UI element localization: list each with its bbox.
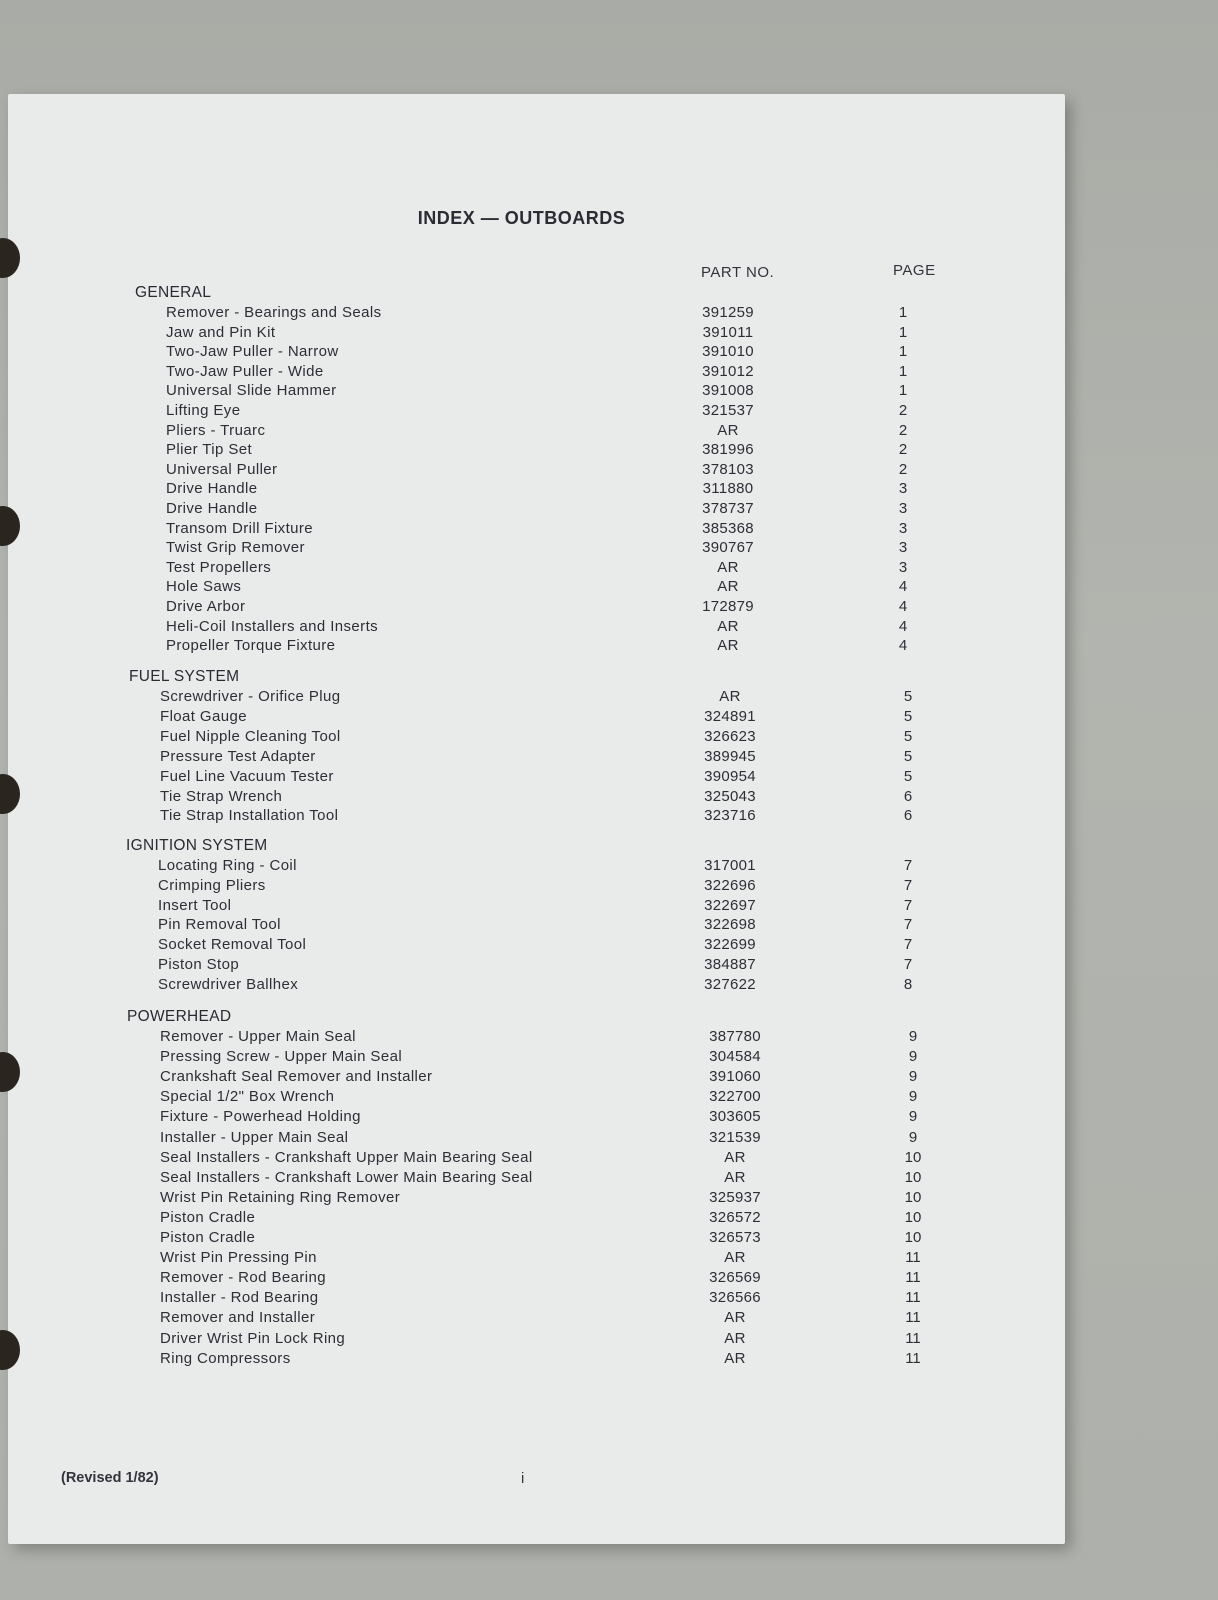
page-ref: 1 bbox=[898, 362, 908, 380]
page-ref: 2 bbox=[898, 441, 908, 459]
index-row bbox=[8, 748, 1065, 768]
page-header: PAGE bbox=[893, 262, 936, 279]
part-number: 391060 bbox=[709, 1068, 761, 1086]
page-ref: 4 bbox=[898, 617, 908, 635]
part-number: 172879 bbox=[702, 598, 754, 615]
part-number: 325043 bbox=[704, 787, 756, 805]
page-ref: 10 bbox=[904, 1148, 922, 1166]
part-number: 317001 bbox=[704, 857, 756, 874]
index-row bbox=[8, 539, 1065, 559]
page-ref: 7 bbox=[903, 956, 913, 973]
part-number: AR bbox=[724, 1249, 746, 1267]
index-row bbox=[8, 304, 1065, 324]
page-ref: 2 bbox=[898, 402, 908, 419]
page-ref: 11 bbox=[905, 1329, 921, 1347]
section-title: FUEL SYSTEM bbox=[129, 668, 240, 685]
index-row bbox=[8, 618, 1065, 638]
index-row bbox=[8, 559, 1065, 579]
page-ref: 2 bbox=[898, 421, 908, 439]
part-number: 378103 bbox=[702, 460, 754, 478]
tool-name: Hole Saws bbox=[166, 578, 242, 596]
tool-name: Remover - Rod Bearing bbox=[160, 1269, 326, 1287]
page-ref: 3 bbox=[898, 480, 908, 498]
part-number: AR bbox=[717, 578, 739, 596]
index-row bbox=[8, 461, 1065, 481]
index-row bbox=[8, 768, 1065, 788]
index-row bbox=[8, 1289, 1065, 1309]
part-number: 378737 bbox=[702, 500, 754, 517]
part-number: 325937 bbox=[709, 1188, 761, 1206]
page-ref: 7 bbox=[903, 916, 913, 934]
page-ref: 3 bbox=[898, 558, 908, 576]
page-ref: 7 bbox=[903, 876, 913, 894]
tool-name: Drive Handle bbox=[166, 480, 258, 498]
part-number: 391259 bbox=[702, 304, 754, 321]
page-ref: 11 bbox=[905, 1289, 921, 1307]
part-number: 321539 bbox=[709, 1128, 761, 1146]
tool-name: Piston Stop bbox=[158, 956, 240, 973]
page-ref: 10 bbox=[904, 1168, 922, 1186]
page-ref: 1 bbox=[898, 382, 908, 400]
index-row bbox=[8, 1249, 1065, 1269]
index-row bbox=[8, 1149, 1065, 1169]
tool-name: Installer - Upper Main Seal bbox=[160, 1128, 349, 1146]
part-number: 322699 bbox=[704, 936, 756, 954]
tool-name: Tie Strap Wrench bbox=[160, 787, 283, 805]
section-title: IGNITION SYSTEM bbox=[126, 837, 268, 854]
page-ref: 9 bbox=[908, 1028, 918, 1045]
part-number: 322697 bbox=[704, 896, 756, 914]
part-number: 326572 bbox=[709, 1208, 761, 1226]
page-ref: 9 bbox=[908, 1108, 918, 1126]
part-number: 326623 bbox=[704, 727, 756, 745]
page-ref: 7 bbox=[903, 857, 913, 874]
page-ref: 11 bbox=[905, 1349, 921, 1367]
part-number: 384887 bbox=[704, 956, 756, 973]
index-row bbox=[8, 1048, 1065, 1068]
tool-name: Seal Installers - Crankshaft Lower Main Bearing Seal bbox=[160, 1168, 533, 1186]
part-number: AR bbox=[717, 617, 739, 635]
index-row bbox=[8, 1350, 1065, 1370]
tool-name: Plier Tip Set bbox=[166, 441, 253, 459]
part-number: 391008 bbox=[702, 382, 754, 400]
index-row bbox=[8, 578, 1065, 598]
tool-name: Piston Cradle bbox=[160, 1208, 256, 1226]
part-number: 326566 bbox=[709, 1289, 761, 1307]
index-row bbox=[8, 1169, 1065, 1189]
index-row bbox=[8, 916, 1065, 936]
page-ref: 5 bbox=[903, 727, 913, 745]
page-ref: 11 bbox=[905, 1249, 921, 1267]
page-ref: 7 bbox=[903, 896, 913, 914]
tool-name: Piston Cradle bbox=[160, 1229, 256, 1246]
page-ref: 1 bbox=[898, 304, 908, 321]
index-row bbox=[8, 1108, 1065, 1128]
index-row bbox=[8, 480, 1065, 500]
tool-name: Fuel Nipple Cleaning Tool bbox=[160, 727, 341, 745]
index-row bbox=[8, 382, 1065, 402]
index-row bbox=[8, 1209, 1065, 1229]
tool-name: Two-Jaw Puller - Wide bbox=[166, 362, 324, 380]
tool-name: Wrist Pin Pressing Pin bbox=[160, 1249, 317, 1267]
tool-name: Screwdriver - Orifice Plug bbox=[160, 688, 341, 705]
page-ref: 4 bbox=[898, 637, 908, 655]
page-ref: 11 bbox=[905, 1309, 921, 1327]
part-number: AR bbox=[724, 1309, 746, 1327]
part-number: 387780 bbox=[709, 1028, 761, 1045]
part-number: 381996 bbox=[702, 441, 754, 459]
tool-name: Pressure Test Adapter bbox=[160, 747, 316, 765]
index-row bbox=[8, 363, 1065, 383]
index-row bbox=[8, 1269, 1065, 1289]
page-ref: 1 bbox=[898, 323, 908, 341]
part-number: AR bbox=[717, 421, 739, 439]
tool-name: Heli-Coil Installers and Inserts bbox=[166, 617, 379, 635]
part-number: 323716 bbox=[704, 807, 756, 825]
part-number: AR bbox=[724, 1168, 746, 1186]
page-ref: 4 bbox=[898, 578, 908, 596]
part-number: AR bbox=[724, 1349, 746, 1367]
index-row bbox=[8, 402, 1065, 422]
tool-name: Transom Drill Fixture bbox=[166, 519, 314, 537]
part-number: 326569 bbox=[709, 1269, 761, 1287]
index-row bbox=[8, 956, 1065, 976]
part-number: 321537 bbox=[702, 402, 754, 419]
index-row bbox=[8, 788, 1065, 808]
part-number: 390767 bbox=[702, 539, 754, 557]
tool-name: Drive Handle bbox=[166, 500, 258, 517]
tool-name: Insert Tool bbox=[158, 896, 232, 914]
part-number: 390954 bbox=[704, 767, 756, 785]
part-number: 389945 bbox=[704, 747, 756, 765]
index-row bbox=[8, 728, 1065, 748]
index-row bbox=[8, 637, 1065, 657]
tool-name: Driver Wrist Pin Lock Ring bbox=[160, 1329, 346, 1347]
page-ref: 8 bbox=[903, 975, 913, 993]
page-ref: 9 bbox=[908, 1128, 918, 1146]
part-number: 322696 bbox=[704, 876, 756, 894]
page-ref: 4 bbox=[898, 598, 908, 615]
index-row bbox=[8, 1309, 1065, 1329]
page-ref: 5 bbox=[903, 688, 913, 705]
index-row bbox=[8, 688, 1065, 708]
part-number: 385368 bbox=[702, 519, 754, 537]
revision-note: (Revised 1/82) bbox=[61, 1470, 159, 1486]
page-ref: 5 bbox=[903, 767, 913, 785]
page-ref: 6 bbox=[903, 807, 913, 825]
tool-name: Crankshaft Seal Remover and Installer bbox=[160, 1068, 433, 1086]
index-row bbox=[8, 422, 1065, 442]
index-row bbox=[8, 1129, 1065, 1149]
part-number: 391012 bbox=[702, 362, 754, 380]
index-row bbox=[8, 1028, 1065, 1048]
page-ref: 3 bbox=[898, 519, 908, 537]
tool-name: Wrist Pin Retaining Ring Remover bbox=[160, 1188, 401, 1206]
part-number: 322698 bbox=[704, 916, 756, 934]
tool-name: Remover - Upper Main Seal bbox=[160, 1028, 356, 1045]
part-number: 303605 bbox=[709, 1108, 761, 1126]
index-row bbox=[8, 807, 1065, 827]
page-ref: 5 bbox=[903, 707, 913, 725]
part-number: 311880 bbox=[702, 480, 754, 498]
tool-name: Pliers - Truarc bbox=[166, 421, 266, 439]
tool-name: Drive Arbor bbox=[166, 598, 246, 615]
tool-name: Ring Compressors bbox=[160, 1349, 291, 1367]
part-number: 391010 bbox=[702, 343, 754, 361]
tool-name: Propeller Torque Fixture bbox=[166, 637, 336, 655]
page-ref: 9 bbox=[908, 1048, 918, 1066]
part-number: AR bbox=[717, 637, 739, 655]
tool-name: Pressing Screw - Upper Main Seal bbox=[160, 1048, 403, 1066]
tool-name: Crimping Pliers bbox=[158, 876, 266, 894]
page-ref: 5 bbox=[903, 747, 913, 765]
part-number: 326573 bbox=[709, 1229, 761, 1246]
index-row bbox=[8, 1068, 1065, 1088]
index-row bbox=[8, 343, 1065, 363]
part-number: AR bbox=[717, 558, 739, 576]
index-row bbox=[8, 857, 1065, 877]
tool-name: Installer - Rod Bearing bbox=[160, 1289, 319, 1307]
tool-name: Test Propellers bbox=[166, 558, 272, 576]
part-number: AR bbox=[724, 1148, 746, 1166]
index-row bbox=[8, 598, 1065, 618]
tool-name: Fixture - Powerhead Holding bbox=[160, 1108, 361, 1126]
section-title: GENERAL bbox=[135, 284, 212, 301]
page-ref: 11 bbox=[905, 1269, 921, 1287]
page-ref: 10 bbox=[904, 1208, 922, 1226]
tool-name: Locating Ring - Coil bbox=[158, 857, 297, 874]
tool-name: Tie Strap Installation Tool bbox=[160, 807, 339, 825]
page-ref: 3 bbox=[898, 539, 908, 557]
index-row bbox=[8, 877, 1065, 897]
index-row bbox=[8, 976, 1065, 996]
index-row bbox=[8, 1088, 1065, 1108]
index-row bbox=[8, 1330, 1065, 1350]
part-number: AR bbox=[724, 1329, 746, 1347]
tool-name: Twist Grip Remover bbox=[166, 539, 305, 557]
section-title: POWERHEAD bbox=[127, 1008, 232, 1025]
tool-name: Remover - Bearings and Seals bbox=[166, 304, 382, 321]
index-row bbox=[8, 500, 1065, 520]
part-number-header: PART NO. bbox=[701, 264, 775, 281]
tool-name: Float Gauge bbox=[160, 707, 247, 725]
part-number: 324891 bbox=[704, 707, 756, 725]
index-row bbox=[8, 441, 1065, 461]
tool-name: Screwdriver Ballhex bbox=[158, 975, 299, 993]
tool-name: Remover and Installer bbox=[160, 1309, 316, 1327]
index-row bbox=[8, 897, 1065, 917]
part-number: 304584 bbox=[709, 1048, 761, 1066]
tool-name: Seal Installers - Crankshaft Upper Main Bearing Seal bbox=[160, 1148, 533, 1166]
tool-name: Universal Puller bbox=[166, 460, 278, 478]
tool-name: Two-Jaw Puller - Narrow bbox=[166, 343, 339, 361]
page-ref: 3 bbox=[898, 500, 908, 517]
index-row bbox=[8, 1229, 1065, 1249]
page-ref: 1 bbox=[898, 343, 908, 361]
part-number: AR bbox=[719, 688, 741, 705]
page-ref: 9 bbox=[908, 1068, 918, 1086]
index-row bbox=[8, 520, 1065, 540]
page-ref: 6 bbox=[903, 787, 913, 805]
tool-name: Special 1/2" Box Wrench bbox=[160, 1088, 335, 1106]
binder-hole bbox=[0, 238, 20, 278]
index-row bbox=[8, 324, 1065, 344]
page-ref: 7 bbox=[903, 936, 913, 954]
part-number: 391011 bbox=[702, 323, 754, 341]
page-ref: 10 bbox=[904, 1188, 922, 1206]
tool-name: Lifting Eye bbox=[166, 402, 241, 419]
document-page bbox=[8, 94, 1065, 1544]
page-ref: 10 bbox=[904, 1229, 922, 1246]
tool-name: Socket Removal Tool bbox=[158, 936, 307, 954]
tool-name: Jaw and Pin Kit bbox=[166, 323, 276, 341]
tool-name: Fuel Line Vacuum Tester bbox=[160, 767, 334, 785]
page-title: INDEX — OUTBOARDS bbox=[417, 208, 626, 228]
tool-name: Pin Removal Tool bbox=[158, 916, 281, 934]
page-ref: 2 bbox=[898, 460, 908, 478]
index-row bbox=[8, 1189, 1065, 1209]
part-number: 327622 bbox=[704, 975, 756, 993]
page-number: i bbox=[521, 1470, 525, 1487]
page-ref: 9 bbox=[908, 1088, 918, 1106]
tool-name: Universal Slide Hammer bbox=[166, 382, 337, 400]
index-row bbox=[8, 936, 1065, 956]
part-number: 322700 bbox=[709, 1088, 761, 1106]
index-row bbox=[8, 708, 1065, 728]
